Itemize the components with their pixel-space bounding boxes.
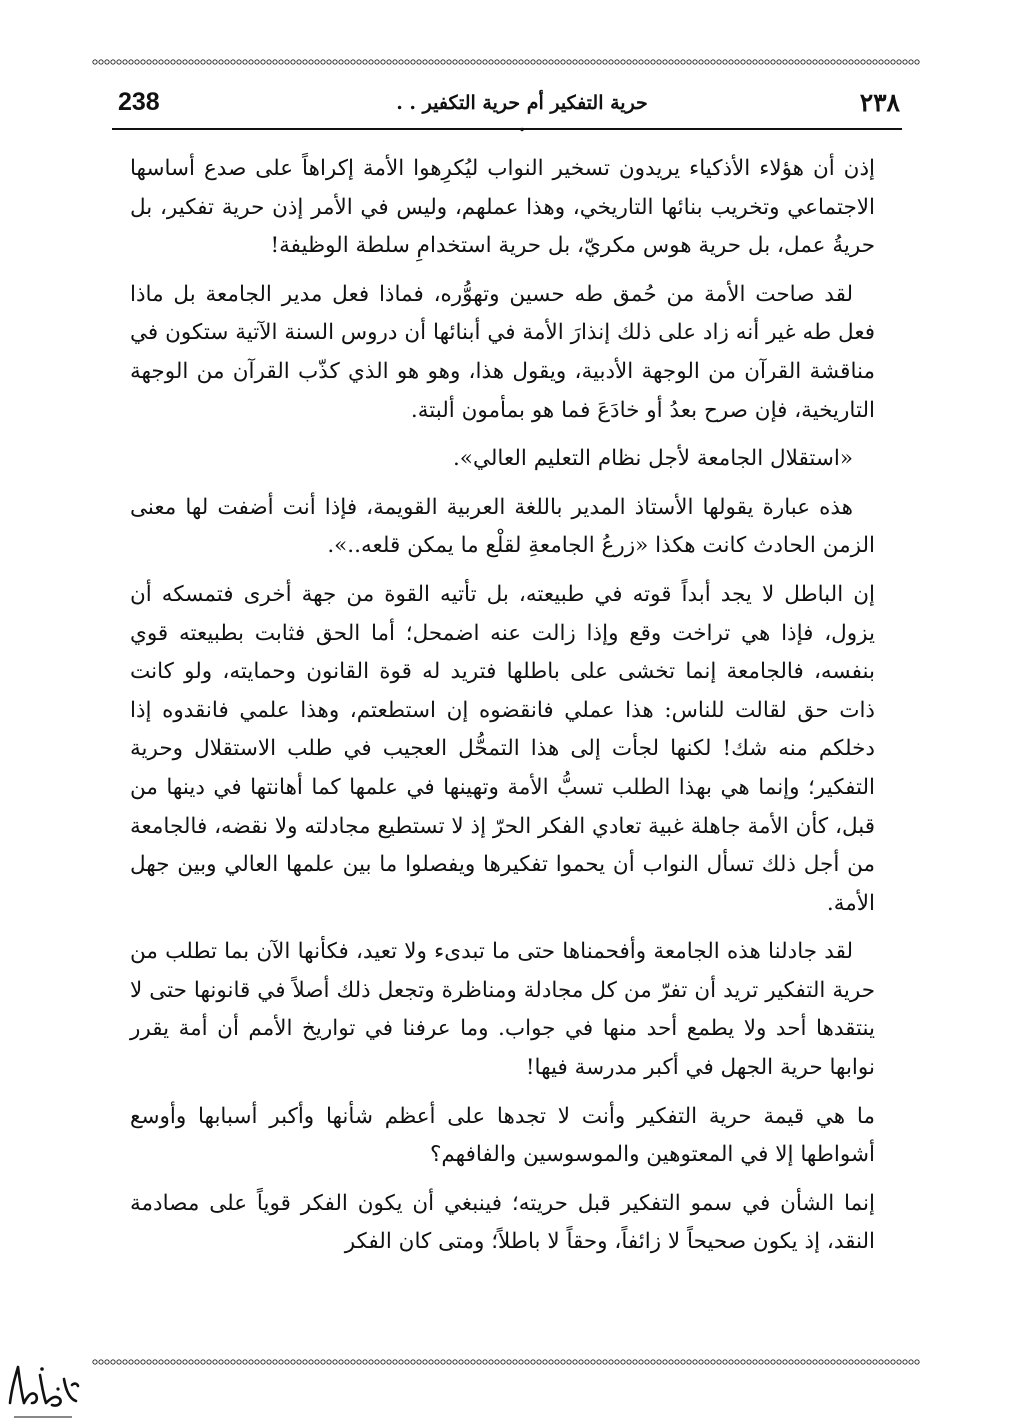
top-ornamental-border [92, 58, 920, 66]
page-number-arabic: ٢٣٨ [859, 88, 900, 117]
paragraph-2: لقد صاحت الأمة من حُمق طه حسين وتهوُّره، فماذا فعل مدير الجامعة بل ماذا فعل طه غير أنه زاد على ذلك إنذارَ الأمة في أبنائها أن دروس السنة الآتية ستكون في مناقشة القرآن من الوجهة الأدبية، ويقول هذا، وهو هو الذي كذّب القرآن من الوجهة التاريخية، فإن صرح بعدُ أو خادَعَ فما هو بمأمون ألبتة. [130, 281, 875, 423]
page-header [112, 88, 902, 136]
paragraph-7: ما هي قيمة حرية التفكير وأنت لا تجدها على أعظم شأنها وأكبر أسبابها وأوسع أشواطها إلا في المعتوهين والموسوسين والفافهم؟ [130, 1103, 875, 1168]
paragraph-4: هذه عبارة يقولها الأستاذ المدير باللغة العربية القويمة، فإذا أنت أضفت لها معنى الزمن الحادث كانت هكذا «زرعُ الجامعةِ لقلْع ما يمكن قلعه..». [130, 494, 875, 559]
page-number-latin: 238 [118, 88, 160, 116]
paragraph-5: إن الباطل لا يجد أبداً قوته في طبيعته، بل تأتيه القوة من جهة أخرى فتمسكه أن يزول، فإذا هي تراخت وقع وإذا زالت عنه اضمحل؛ أما الحق فثابت بطبيعته قوي بنفسه، فالجامعة إنما تخشى على باطلها فتريد له قوة القانون وحمايته، ولو كانت ذات حق لقالت للناس: هذا عملي فانقضوه إن استطعتم، وهذا علمي فانقدوه إذا دخلكم منه شك! لكنها لجأت إلى هذا التمحُّل العجيب في طلب الاستقلال وحرية التفكير؛ وإنما هي بهذا الطلب تسبُّ الأمة وتهينها في علمها كما أهانتها في دينها من قبل، كأن الأمة جاهلة غبية تعادي الفكر الحرّ إذ لا تستطيع مجادلته ولا نقضه، فالجامعة من أجل ذلك تسأل النواب أن يحموا تفكيرها ويفصلوا ما بين علمها العالي وبين جهل الأمة. [130, 581, 875, 916]
body-text [130, 150, 875, 1272]
paragraph-6: لقد جادلنا هذه الجامعة وأفحمناها حتى ما تبدىء ولا تعيد، فكأنها الآن بما تطلب من حرية التفكير تريد أن تفرّ من كل مجادلة ومناظرة وتجعل ذلك أصلاً في قانونها حتى لا ينتقدها أحد ولا يطمع أحد منها في جواب. وما عرفنا في تواريخ الأمم أن أمة يقرر نوابها حرية الجهل في أكبر مدرسة فيها! [130, 939, 875, 1081]
paragraph-8: إنما الشأن في سمو التفكير قبل حريته؛ فينبغي أن يكون الفكر قوياً على مصادمة النقد، إذ يكون صحيحاً لا زائفاً، وحقاً لا باطلاً؛ ومتى كان الفكر [130, 1190, 875, 1255]
calligraphy-watermark-logo [2, 1355, 84, 1425]
paragraph-1: إذن أن هؤلاء الأذكياء يريدون تسخير النواب ليُكرِهوا الأمة إكراهاً على صدع أساسها الاجتماعي وتخريب بنائها التاريخي، وهذا عملهم، وليس في الأمر إذن حرية تفكير، بل حريةُ عمل، بل حرية هوس مكريّ، بل حرية استخدامِ سلطة الوظيفة! [130, 156, 875, 259]
paragraph-3-quote: «استقلال الجامعة لأجل نظام التعليم العالي». [452, 446, 853, 472]
bottom-ornamental-border [92, 1358, 920, 1366]
running-title: حرية التفكير أم حرية التكفير . . . [396, 92, 648, 136]
